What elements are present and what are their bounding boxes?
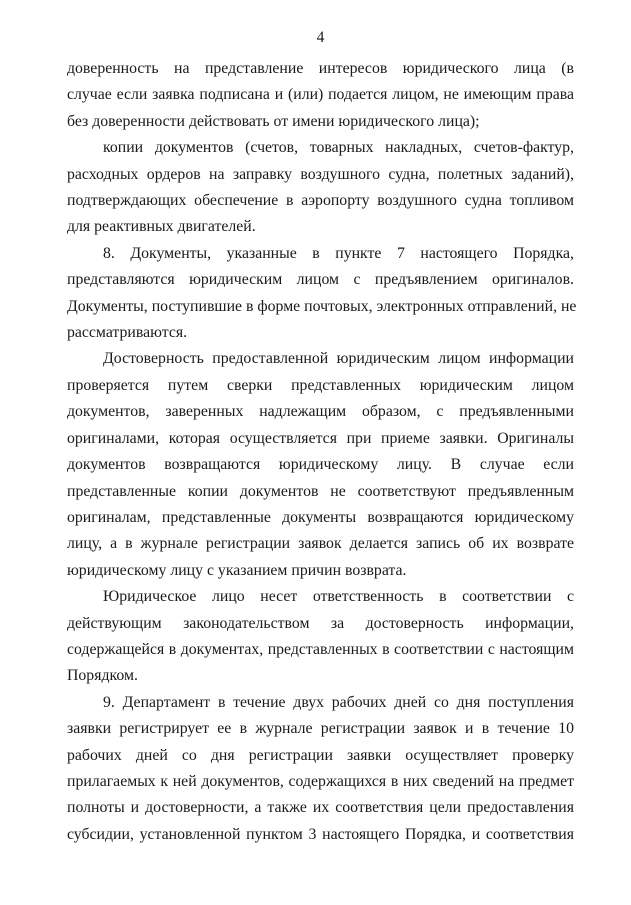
text-line: Порядком. (67, 667, 138, 685)
text-line: оригиналами, которая осуществляется при приеме заявки. Оригиналы (67, 429, 574, 447)
text-line: проверяется путем сверки представленных юридическим лицом (67, 376, 574, 394)
text-line: полноты и достоверности, а также их соответствия цели предоставления (67, 799, 574, 817)
text-line: заявки регистрирует ее в журнале регистрации заявок и в течение 10 (67, 720, 574, 738)
text-line: подтверждающих обеспечение в аэропорту воздушного судна топливом (67, 192, 574, 210)
text-line: представленные копии документов не соответствуют предъявленным (67, 482, 574, 500)
text-line: Документы, поступившие в форме почтовых, электронных отправлений, не (67, 297, 577, 315)
paragraph-clause-9 (67, 690, 574, 848)
paragraph-document-copies (67, 135, 574, 241)
paragraph-power-of-attorney (67, 56, 574, 135)
text-line: прилагаемых к ней документов, содержащихся в них сведений на предмет (67, 772, 574, 790)
text-line: копии документов (счетов, товарных накладных, счетов-фактур, (103, 139, 574, 157)
text-line: юридическому лицу с указанием причин возврата. (67, 561, 407, 579)
text-line: рабочих дней со дня регистрации заявки осуществляет проверку (67, 746, 574, 764)
text-line: случае если заявка подписана и (или) подается лицом, не имеющим права (67, 86, 574, 104)
paragraph-clause-8 (67, 241, 577, 347)
text-line: доверенность на представление интересов юридического лица (в (67, 60, 574, 77)
text-line: рассматриваются. (67, 324, 188, 342)
text-line: содержащейся в документах, представленных в соответствии с настоящим (67, 640, 574, 658)
text-line: лицу, а в журнале регистрации заявок делается запись об их возврате (67, 535, 574, 553)
text-line: Юридическое лицо несет ответственность в соответствии с (103, 588, 574, 606)
page-number: 4 (316, 29, 325, 46)
text-line: действующим законодательством за достоверность информации, (67, 614, 574, 632)
text-line: для реактивных двигателей. (67, 218, 256, 236)
text-line: 9. Департамент в течение двух рабочих дней со дня поступления (103, 693, 574, 711)
text-line: Достоверность предоставленной юридическим лицом информации (103, 350, 574, 368)
text-line: без доверенности действовать от имени юридического лица); (67, 112, 480, 130)
text-line: расходных ордеров на заправку воздушного судна, полетных заданий), (67, 165, 574, 183)
text-line: 8. Документы, указанные в пункте 7 настоящего Порядка, (103, 244, 574, 262)
text-line: субсидии, установленной пунктом 3 настоящего Порядка, и соответствия (67, 825, 574, 843)
text-line: документов, заверенных надлежащим образом, с предъявленными (67, 403, 574, 421)
text-line: документов возвращаются юридическому лицу. В случае если (67, 456, 574, 474)
text-line: представляются юридическим лицом с предъявлением оригиналов. (67, 271, 574, 289)
paragraph-reliability-check (67, 346, 574, 584)
paragraph-responsibility (67, 584, 574, 690)
text-line: оригиналам, представленные документы возвращаются юридическому (67, 508, 574, 526)
